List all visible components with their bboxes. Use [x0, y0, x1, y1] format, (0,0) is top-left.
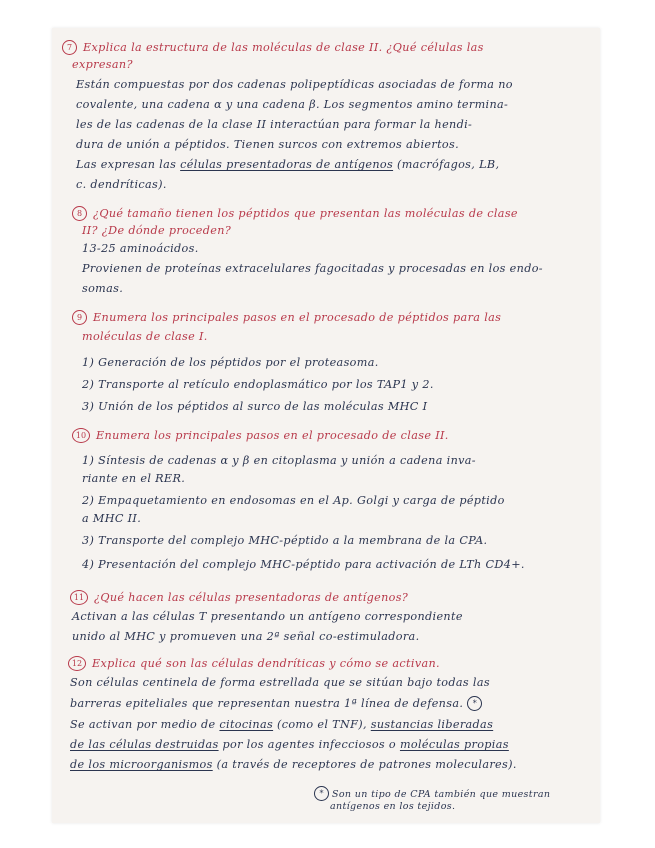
answer-8-line-2: Provienen de proteínas extracelulares fagocitadas y procesadas en los endo- — [82, 262, 543, 275]
step-9-1: 1) Generación de los péptidos por el proteasoma. — [82, 356, 379, 369]
step-10-2-line-2: a MHC II. — [82, 512, 142, 525]
answer-11-line-2: unido al MHC y promueven una 2ª señal co-estimuladora. — [72, 630, 420, 643]
question-number-9: 9 — [72, 310, 87, 325]
step-10-3: 3) Transporte del complejo MHC-péptido a la membrana de la CPA. — [82, 534, 488, 547]
question-11-line-1: 11 ¿Qué hacen las células presentadoras de antígenos? — [70, 590, 408, 605]
step-10-1-line-1: 1) Síntesis de cadenas α y β en citoplasma y unión a cadena inva- — [82, 454, 476, 467]
footnote-line-2: antígenos en los tejidos. — [330, 801, 456, 812]
answer-8-line-3: somas. — [82, 282, 124, 295]
asterisk-note-marker: * — [467, 696, 482, 711]
answer-12-line-2: barreras epiteliales que representan nuestra 1ª línea de defensa. * — [70, 696, 482, 711]
answer-12-line-4: de las células destruidas por los agentes infecciosos o moléculas propias — [70, 738, 509, 751]
step-9-3: 3) Unión de los péptidos al surco de las moléculas MHC I — [82, 400, 428, 413]
asterisk-icon: * — [314, 786, 329, 801]
question-number-10: 10 — [72, 428, 90, 443]
step-10-1-line-2: riante en el RER. — [82, 472, 186, 485]
answer-8-line-1: 13-25 aminoácidos. — [82, 242, 199, 255]
underlined-term: moléculas propias — [399, 738, 509, 751]
question-9-line-2: moléculas de clase I. — [82, 330, 208, 343]
answer-12-line-5: de los microorganismos (a través de receptores de patrones moleculares). — [70, 758, 517, 771]
question-12-line-1: 12 Explica qué son las células dendríticas y cómo se activan. — [68, 656, 440, 671]
answer-7-line-6: c. dendríticas). — [76, 178, 167, 191]
answer-7-line-2: covalente, una cadena α y una cadena β. Los segmentos amino termina- — [76, 98, 509, 111]
question-7-line-2: expresan? — [72, 58, 133, 71]
answer-7-line-3: les de las cadenas de la clase II interactúan para formar la hendi- — [76, 118, 473, 131]
answer-12-line-3: Se activan por medio de citocinas (como el TNF), sustancias liberadas — [70, 718, 494, 731]
question-number-7: 7 — [62, 40, 77, 55]
question-number-11: 11 — [70, 590, 88, 605]
underlined-term: citocinas — [219, 718, 274, 731]
answer-12-line-1: Son células centinela de forma estrellada que se sitúan bajo todas las — [70, 676, 490, 689]
answer-11-line-1: Activan a las células T presentando un antígeno correspondiente — [72, 610, 463, 623]
question-8-line-2: II? ¿De dónde proceden? — [82, 224, 232, 237]
underlined-term: sustancias liberadas — [370, 718, 494, 731]
notebook-page — [52, 28, 600, 823]
answer-7-line-4: dura de unión a péptidos. Tienen surcos con extremos abiertos. — [76, 138, 460, 151]
question-number-12: 12 — [68, 656, 86, 671]
step-9-2: 2) Transporte al retículo endoplasmático por los TAP1 y 2. — [82, 378, 434, 391]
underlined-term: de los microorganismos — [70, 758, 213, 771]
question-9-line-1: 9 Enumera los principales pasos en el procesado de péptidos para las — [72, 310, 501, 325]
underlined-term: de las células destruidas — [70, 738, 219, 751]
underlined-term: células presentadoras de antígenos — [180, 158, 394, 171]
step-10-2-line-1: 2) Empaquetamiento en endosomas en el Ap. Golgi y carga de péptido — [82, 494, 505, 507]
answer-7-line-5: Las expresan las células presentadoras de antígenos (macrófagos, LB, — [76, 158, 500, 171]
question-number-8: 8 — [72, 206, 87, 221]
question-8-line-1: 8 ¿Qué tamaño tienen los péptidos que presentan las moléculas de clase — [72, 206, 518, 221]
question-10-line-1: 10 Enumera los principales pasos en el procesado de clase II. — [72, 428, 449, 443]
answer-7-line-1: Están compuestas por dos cadenas polipeptídicas asociadas de forma no — [76, 78, 513, 91]
footnote-line-1: * Son un tipo de CPA también que muestran — [314, 786, 550, 801]
question-7-line-1: 7 Explica la estructura de las moléculas de clase II. ¿Qué células las — [62, 40, 484, 55]
step-10-4: 4) Presentación del complejo MHC-péptido para activación de LTh CD4+. — [82, 558, 525, 571]
